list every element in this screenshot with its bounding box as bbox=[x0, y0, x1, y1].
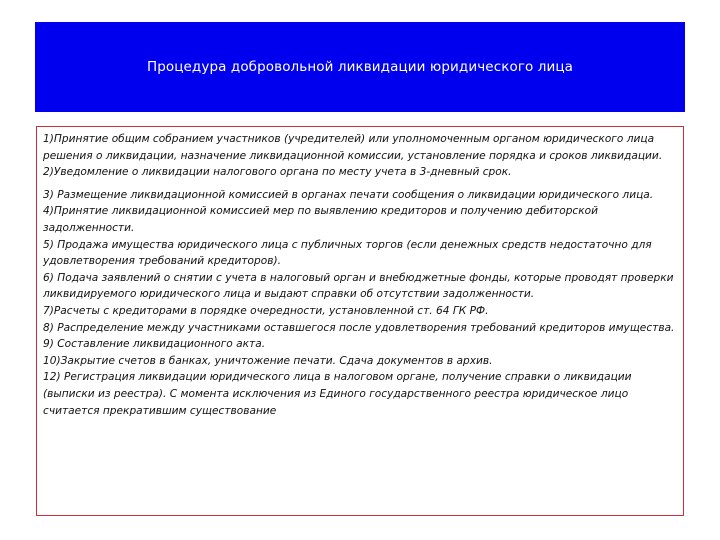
step-5: 5) Продажа имущества юридического лица с публичных торгов (если денежных средств недостаточно для удовлетворения требований кредиторов). bbox=[43, 238, 652, 268]
title-banner bbox=[35, 22, 685, 112]
step-3: 3) Размещение ликвидационной комиссией в органах печати сообщения о ликвидации юридического лица. bbox=[43, 188, 654, 201]
slide-title: Процедура добровольной ликвидации юридического лица bbox=[146, 59, 574, 75]
step-1: 1)Принятие общим собранием участников (учредителей) или уполномоченным органом юридического лица решения о ликвидации, назначение ликвидационной комиссии, установление порядка и сроков ликвидации. bbox=[43, 133, 663, 162]
step-4: 4)Принятие ликвидационной комиссией мер по выявлению кредиторов и получению дебиторской задолженности. bbox=[43, 205, 599, 234]
step-8: 8) Распределение между участниками оставшегося после удовлетворения требований кредиторов имущества. bbox=[43, 321, 675, 334]
step-9: 9) Составление ликвидационного акта. bbox=[43, 338, 266, 351]
step-2: 2)Уведомление о ликвидации налогового органа по месту учета в 3-дневный срок. bbox=[43, 166, 512, 179]
step-7: 7)Расчеты с кредиторами в порядке очередности, установленной ст. 64 ГК РФ. bbox=[43, 304, 489, 317]
step-12: 12) Регистрация ликвидации юридического лица в налоговом органе, получение справки о ликвидации (выписки из реестра). С момента исключения из Единого государственного реестра юридическое лицо считается прекратившим существование bbox=[43, 371, 632, 417]
steps-box bbox=[36, 126, 684, 516]
step-6: 6) Подача заявлений о снятии с учета в налоговый орган и внебюджетные фонды, которые проводят проверки ликвидируемого юридического лица и выдают справки об отсутствии задолженности. bbox=[43, 271, 674, 301]
step-10: 10)Закрытие счетов в банках, уничтожение печати. Сдача документов в архив. bbox=[43, 354, 493, 367]
